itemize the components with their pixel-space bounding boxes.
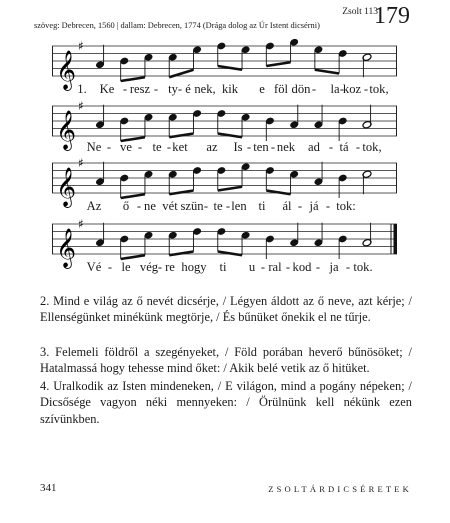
syllable-hyphen: -	[355, 140, 361, 154]
lyric-syllable: ál	[282, 199, 292, 213]
beam	[121, 77, 145, 81]
beam	[218, 134, 242, 138]
syllable-hyphen: -	[328, 140, 334, 154]
lyric-syllable: ti	[219, 260, 227, 274]
lyric-syllable: dön	[291, 82, 311, 96]
final-barline-thick	[394, 224, 398, 254]
lyric-line-2	[52, 140, 397, 156]
lyric-syllable: az	[206, 140, 218, 154]
key-sharp-icon: ♯	[78, 39, 84, 53]
syllable-hyphen: -	[285, 260, 291, 274]
syllable-hyphen: -	[339, 82, 345, 96]
lyric-line-1	[52, 82, 397, 98]
beam	[218, 252, 242, 256]
beam	[169, 134, 193, 138]
lyric-syllable: ty	[168, 82, 178, 96]
treble-clef-icon: 𝄞	[56, 110, 77, 150]
syllable-hyphen: -	[325, 199, 331, 213]
syllable-hyphen: -	[311, 82, 317, 96]
lyric-syllable: kod	[292, 260, 312, 274]
syllable-hyphen: -	[270, 140, 276, 154]
lyric-syllable: u	[248, 260, 256, 274]
lyric-syllable: tá	[339, 140, 349, 154]
syllable-hyphen: -	[225, 199, 231, 213]
lyric-syllable: ti	[258, 199, 266, 213]
lyric-syllable: len	[231, 199, 247, 213]
page-number: 341	[40, 482, 57, 494]
lyric-syllable: ne	[144, 199, 156, 213]
lyric-syllable: te	[152, 140, 162, 154]
lyric-line-4	[52, 260, 397, 276]
lyric-syllable: Is	[233, 140, 243, 154]
lyric-syllable: Vé	[86, 260, 102, 274]
treble-clef-icon: 𝄞	[56, 167, 77, 207]
syllable-hyphen: -	[315, 260, 321, 274]
lyric-syllable: 1.	[77, 82, 87, 96]
syllable-hyphen: -	[122, 82, 128, 96]
lyric-syllable: Ne	[86, 140, 102, 154]
hymn-number: 179	[374, 3, 410, 29]
lyric-syllable: ja	[329, 260, 339, 274]
treble-clef-icon: 𝄞	[56, 228, 77, 268]
lyric-syllable: la	[330, 82, 340, 96]
beam	[169, 252, 193, 256]
lyric-syllable: vég	[139, 260, 159, 274]
beam	[266, 191, 290, 195]
lyric-syllable: já	[309, 199, 319, 213]
syllable-hyphen: -	[137, 140, 143, 154]
lyric-syllable: Az	[86, 199, 102, 213]
beam	[121, 255, 145, 259]
lyric-syllable: Ke	[99, 82, 115, 96]
lyric-syllable: ő	[122, 199, 130, 213]
beam	[218, 66, 242, 70]
syllable-hyphen: -	[297, 199, 303, 213]
lyric-syllable: é	[185, 82, 191, 96]
lyric-syllable: te	[213, 199, 223, 213]
stanza-3: 3. Felemeli földről a szegényeket, / Föld porában heverő bűnösöket; / Hatalmassá hogy tehesse mind őket: / Akik belé vetik az ő hitüket.	[40, 345, 412, 376]
stanza-4: 4. Uralkodik az Isten mindeneken, / E világon, mind a pogány népeken; / Dicsősége vagyon néki mennyeken: / Örülnünk kell nékünk ezen szívünkben.	[40, 379, 412, 426]
lyric-syllable: ral	[268, 260, 282, 274]
lyric-syllable: tok,	[362, 140, 382, 154]
beam	[315, 70, 339, 74]
key-sharp-icon: ♯	[78, 99, 84, 113]
lyric-syllable: ad	[308, 140, 320, 154]
lyric-syllable: vét	[162, 199, 178, 213]
key-sharp-icon: ♯	[78, 156, 84, 170]
syllable-hyphen: -	[246, 140, 252, 154]
lyric-syllable: koz	[342, 82, 362, 96]
lyric-syllable: resz	[129, 82, 151, 96]
syllable-hyphen: -	[363, 82, 369, 96]
treble-clef-icon: 𝄞	[56, 50, 77, 90]
syllable-hyphen: -	[203, 199, 209, 213]
lyric-syllable: tok:	[336, 199, 356, 213]
lyric-syllable: hogy	[181, 260, 207, 274]
lyric-syllable: föl	[274, 82, 288, 96]
syllable-hyphen: -	[260, 260, 266, 274]
syllable-hyphen: -	[106, 140, 112, 154]
lyric-syllable: kik	[221, 82, 239, 96]
syllable-hyphen: -	[345, 260, 351, 274]
lyric-syllable: nek	[276, 140, 296, 154]
lyric-syllable: ten	[253, 140, 269, 154]
lyric-syllable: szün	[180, 199, 204, 213]
lyric-syllable: le	[121, 260, 131, 274]
lyric-syllable: ket	[172, 140, 188, 154]
lyric-syllable: ve	[120, 140, 132, 154]
psalm-reference: Zsolt 113	[342, 7, 378, 17]
lyric-syllable: re	[165, 260, 175, 274]
stanza-2: 2. Mind e világ az ő nevét dicsérje, / Légyen áldott az ő neve, azt kérje; / Ellenségünket minékünk megtörje, / És bűnüket őnekik el ne tűrje.	[40, 294, 412, 325]
beam	[121, 194, 145, 198]
lyric-syllable: tok,	[369, 82, 389, 96]
syllable-hyphen: -	[166, 140, 172, 154]
lyric-syllable: nek,	[194, 82, 216, 96]
beam	[266, 62, 290, 66]
beam	[169, 191, 193, 195]
lyric-syllable: tok.	[353, 260, 373, 274]
lyric-syllable: e	[259, 82, 265, 96]
syllable-hyphen: -	[107, 260, 113, 274]
lyric-line-3	[52, 199, 397, 215]
syllable-hyphen: -	[177, 82, 183, 96]
key-sharp-icon: ♯	[78, 217, 84, 231]
syllable-hyphen: -	[157, 260, 163, 274]
syllable-hyphen: -	[136, 199, 142, 213]
beam	[218, 187, 242, 191]
hymn-credit: szöveg: Debrecen, 1560 | dallam: Debrecen, 1774 (Drága dolog az Úr Istent dicsérni)	[34, 21, 320, 30]
syllable-hyphen: -	[153, 82, 159, 96]
book-title: ZSOLTÁRDICSÉRETEK	[268, 484, 412, 494]
